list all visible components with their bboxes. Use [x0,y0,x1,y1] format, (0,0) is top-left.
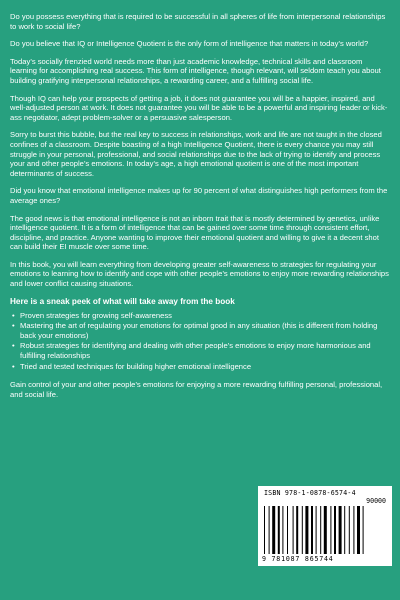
barcode-number: 9 781087 865744 [262,555,334,563]
barcode-icon [264,506,386,554]
paragraph-8: In this book, you will learn everything from developing greater self-awareness to strategies for regulating your emotions to learning how to identify and cope with other people’s emotions to enjoy more rewarding relationships and lower conflict causing situations. [10,259,389,289]
list-item [10,311,390,321]
bullet-icon: • [12,310,15,320]
list-item [10,362,390,372]
price-code: 90000 [366,497,386,505]
paragraph-3: Today’s socially frenzied world needs more than just academic knowledge, technical skills and classroom learning for accomplishing real success. This form of intelligence, though relevant, will seldom teach you about building gratifying interpersonal relationships, a rewarding career, and a fulfilling social life. [10,56,381,85]
list-item [10,341,390,360]
list-item-text: Robust strategies for identifying and dealing with other people’s emotions to enjoy more harmonious and fulfilling relationships [20,341,371,361]
sneak-peek-heading: Here is a sneak peek of what will take away from the book [10,296,235,306]
list-item-text: Proven strategies for growing self-awareness [20,310,172,320]
back-cover-text [10,12,390,407]
paragraph-4: Though IQ can help your prospects of getting a job, it does not guarantee you will be a happier, inspired, and well-adjusted person at work. It does not guarantee you will be able to be a powerful and inspiring leader or kick-ass negotiator, adept problem-solver or a persuasive salesperson. [10,93,388,122]
closing-paragraph: Gain control of your and other people’s emotions for enjoying a more rewarding fulfilling personal, professional, and social life. [10,380,383,399]
paragraph-5: Sorry to burst this bubble, but the real key to success in relationships, work and life are not taught in the closed confines of a classroom. Despite boasting of a high Intelligence Quotient, there is every chance you may still struggle in your personal, professional, and social relationships due to the lack of trying to identify and process your and other people’s emotions. In today’s age, a high emotional quotient is one of the most important determinants of success. [10,130,382,178]
paragraph-1: Do you possess everything that is required to be successful in all spheres of life from interpersonal relationships to work to social life? [10,12,386,31]
barcode-label [258,486,392,566]
bullet-icon: • [12,321,15,331]
bullet-icon: • [12,361,15,371]
isbn-text: ISBN 978-1-0878-6574-4 [264,489,356,497]
list-item-text: Tried and tested techniques for building higher emotional intelligence [20,361,252,371]
list-item-text: Mastering the art of regulating your emotions for optimal good in any situation (this is different from holding back your emotions) [20,321,378,340]
paragraph-2: Do you believe that IQ or Intelligence Quotient is the only form of intelligence that matters in today’s world? [10,39,369,49]
paragraph-7: The good news is that emotional intelligence is not an inborn trait that is mostly determined by genetics, unlike intelligence quotient. It is a form of intelligence that can be gained over some time through consistent effort, discipline, and practice. Anyone wanting to improve their emotional quotient and willing to give it a decent shot can build their EI muscle over some time. [10,213,380,252]
bullet-list [10,311,390,372]
paragraph-6: Did you know that emotional intelligence makes up for 90 percent of what distinguishes high performers from the average ones? [10,186,388,205]
bullet-icon: • [12,341,15,351]
list-item [10,321,390,340]
